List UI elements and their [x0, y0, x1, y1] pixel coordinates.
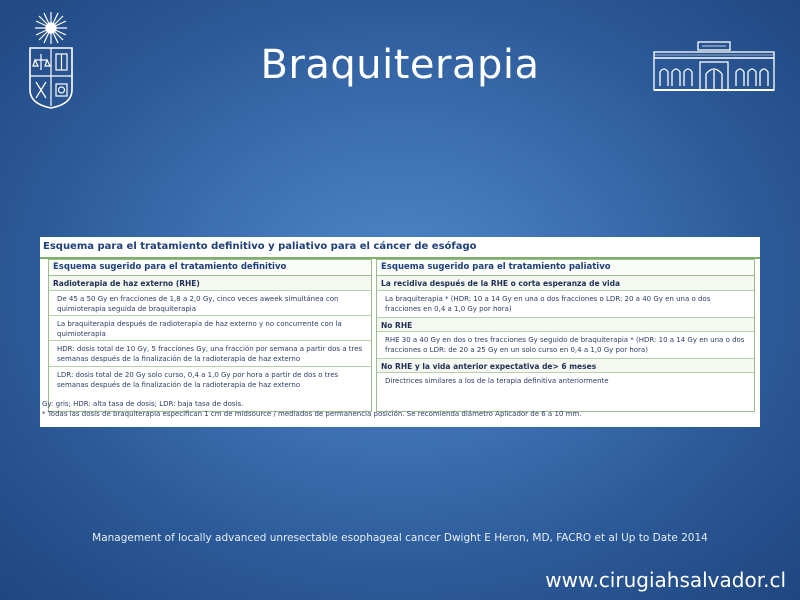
table-footnotes [40, 399, 762, 419]
website-url: www.cirugiahsalvador.cl [545, 568, 786, 592]
table-row: No RHE [377, 318, 754, 332]
table-row: No RHE y la vida anterior expectativa de> 6 meses [377, 359, 754, 373]
footnote-dosage: * Todas las dosis de braquiterapia especifican 1 cm de midsource / mediados de permanencia posición. Se recomienda diámetro Aplicador de 6 a 10 mm. [42, 410, 582, 418]
footnote-abbreviations: Gy: gris; HDR: alta tasa de dosis; LDR: baja tasa de dosis. [42, 400, 244, 408]
hospital-building-icon [652, 40, 776, 94]
reference-citation: Management of locally advanced unresectable esophageal cancer Dwight E Heron, MD, FACRO et al Up to Date 2014 [92, 532, 708, 544]
table-row: LDR: dosis total de 20 Gy solo curso, 0,4 a 1,0 Gy por hora a partir de dos o tres semanas después de la finalización de la radioterapia de haz externo [57, 371, 339, 389]
palliative-header: Esquema sugerido para el tratamiento paliativo [377, 260, 754, 276]
table-row: Directrices similares a los de la terapia definitiva anteriormente [385, 377, 609, 385]
definitive-column [48, 259, 372, 412]
definitive-header: Esquema sugerido para el tratamiento definitivo [49, 260, 371, 276]
slide-title: Braquiterapia [260, 42, 540, 88]
table-row: La braquiterapia * (HDR: 10 a 14 Gy en una o dos fracciones o LDR: 20 a 40 Gy en una o dos fracciones en 0,4 a 1,0 Gy por hora) [377, 291, 754, 318]
treatment-table [40, 237, 760, 427]
table-row: De 45 a 50 Gy en fracciones de 1,8 a 2,0 Gy, cinco veces aweek simultánea con quimioterapia seguida de braquiterapia [49, 291, 371, 316]
table-row: RHE 30 a 40 Gy en dos o tres fracciones Gy seguido de braquiterapia * (HDR: 10 a 14 Gy en una o dos fracciones o LDR: de 20 a 25 Gy en un solo curso en 0,4 a 1,0 Gy por hora) [377, 332, 754, 359]
table-row: Radioterapia de haz externo (RHE) [49, 276, 371, 291]
table-row: La braquiterapia después de radioterapia de haz externo y no concurrente con la quimioterapia [49, 316, 371, 341]
table-heading: Esquema para el tratamiento definitivo y paliativo para el cáncer de esófago [40, 237, 760, 259]
table-row: La recidiva después de la RHE o corta esperanza de vida [377, 276, 754, 291]
palliative-column [376, 259, 755, 412]
table-row: HDR: dosis total de 10 Gy, 5 fracciones Gy, una fracción por semana a partir dos a tres semanas después de la finalización de la radioterapia de haz externo [49, 341, 371, 367]
